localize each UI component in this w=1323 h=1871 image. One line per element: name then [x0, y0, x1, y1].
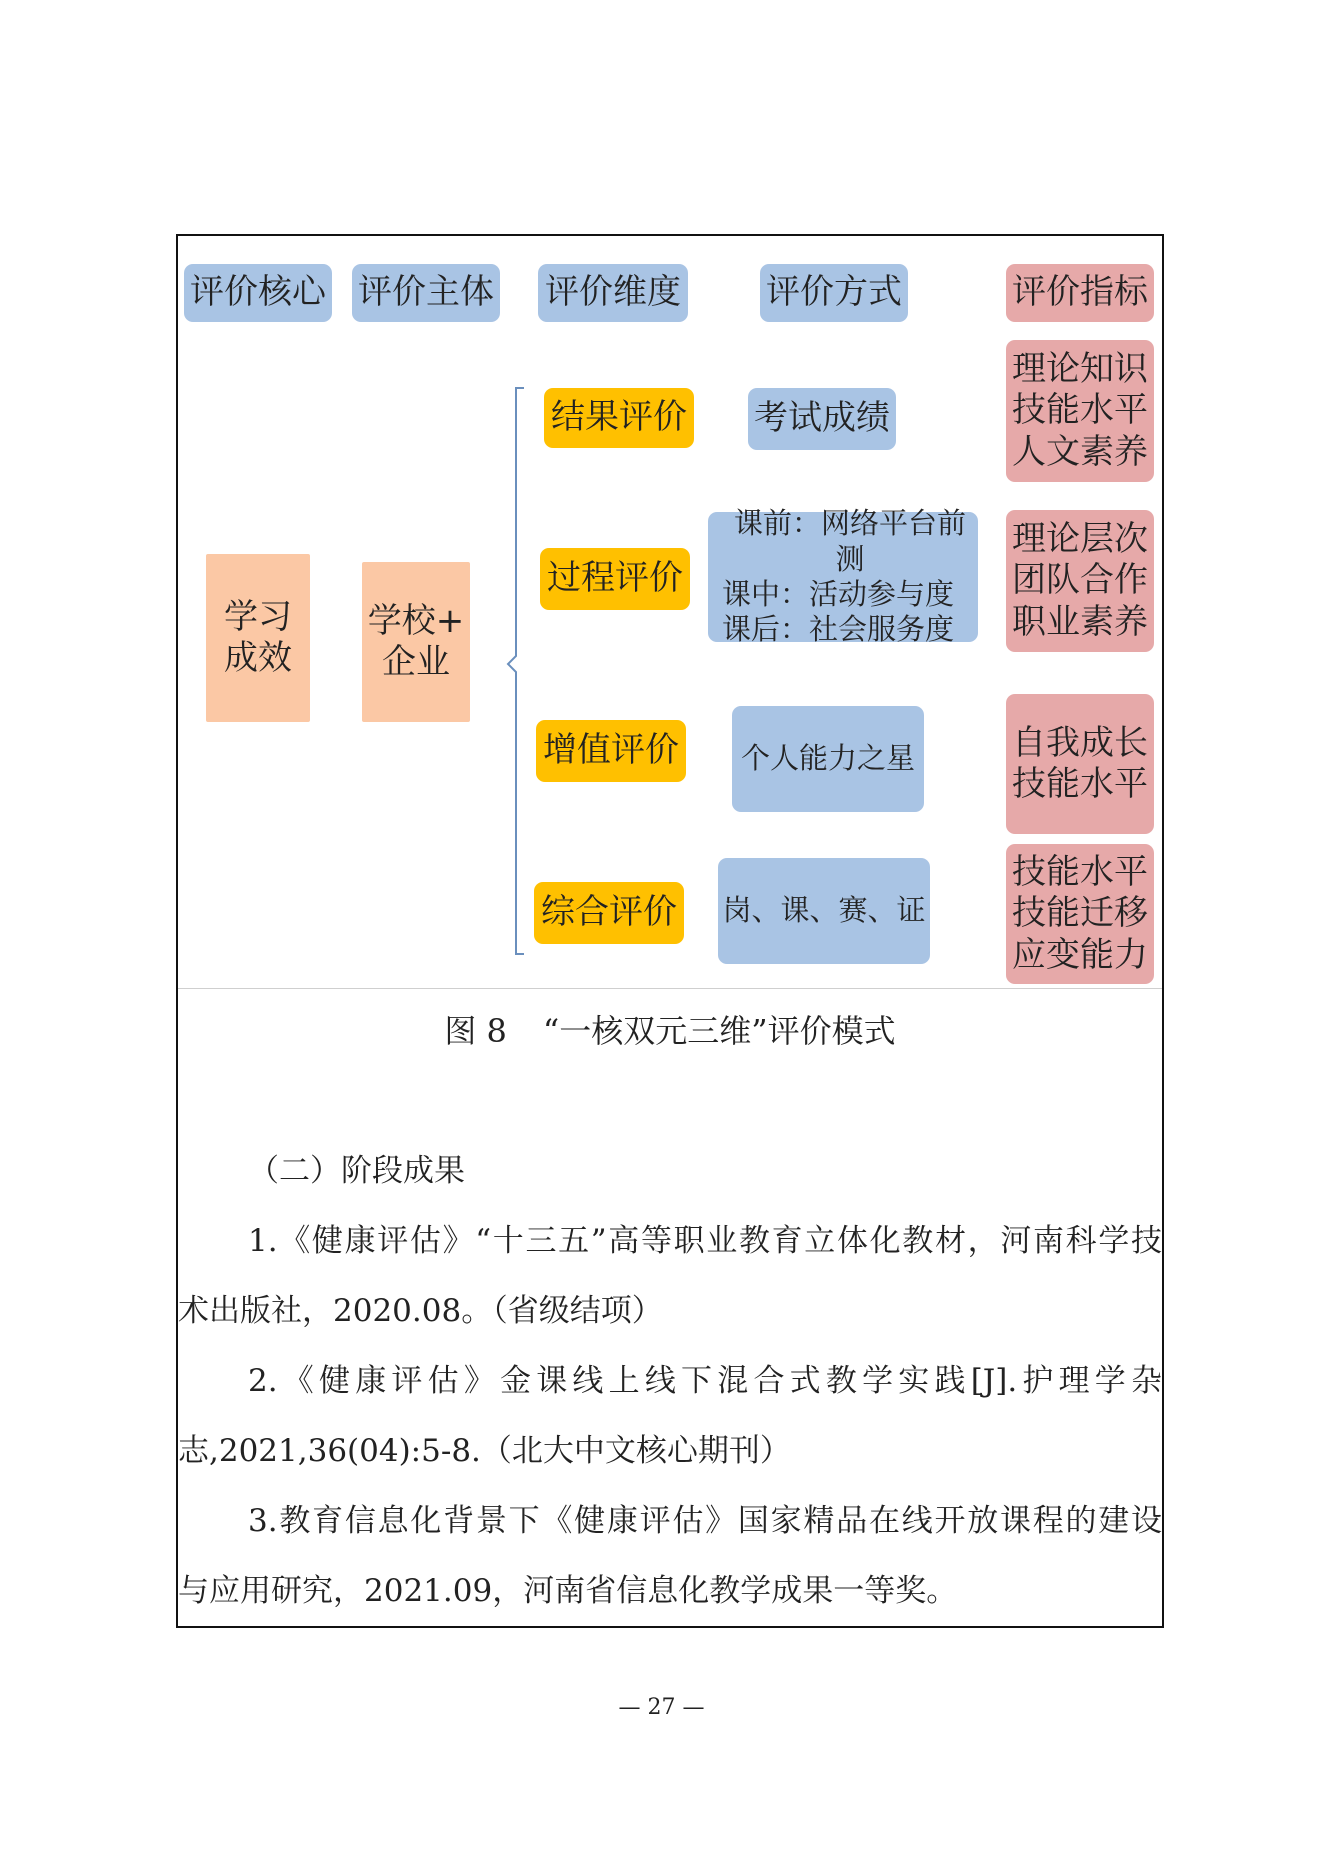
indicator-result	[1006, 340, 1154, 482]
indicator-comprehensive-3: 应变能力	[1012, 934, 1148, 975]
dimension-comprehensive: 综合评价	[534, 882, 684, 944]
header-evaluation-subject: 评价主体	[352, 264, 500, 322]
figure-caption	[178, 1006, 1162, 1052]
dimension-process: 过程评价	[540, 548, 690, 610]
indicator-value-added-1: 自我成长	[1012, 722, 1148, 763]
diagram-divider	[178, 988, 1162, 989]
section-title: （二）阶段成果	[248, 1153, 465, 1189]
indicator-process-1: 理论层次	[1012, 518, 1148, 559]
item-2-line-2: 志,2021,36(04):5-8.（北大中文核心期刊）	[178, 1433, 791, 1469]
indicator-comprehensive-2: 技能迁移	[1012, 893, 1148, 934]
evaluation-model-diagram	[178, 236, 1162, 988]
indicator-value-added-2: 技能水平	[1012, 764, 1148, 804]
achievements-section	[178, 1136, 1162, 1626]
indicator-result-3: 人文素养	[1012, 431, 1148, 472]
method-ability-star: 个人能力之星	[732, 706, 924, 812]
indicator-result-2: 技能水平	[1012, 390, 1148, 431]
core-box	[206, 554, 310, 722]
indicator-comprehensive	[1006, 844, 1154, 984]
subject-line-1: 学校+	[367, 600, 465, 641]
figure-number: 图 8	[444, 1012, 507, 1050]
subject-line-2: 企业	[382, 642, 450, 682]
item-2-line-1: 2.《健康评估》金课线上线下混合式教学实践[J].护理学杂	[248, 1363, 1162, 1399]
indicator-comprehensive-1: 技能水平	[1012, 851, 1148, 892]
content-frame	[176, 234, 1164, 1628]
indicator-result-1: 理论知识	[1012, 348, 1148, 389]
method-process-during: 课中：活动参与度	[722, 577, 955, 611]
indicator-process-3: 职业素养	[1012, 601, 1148, 642]
header-evaluation-method: 评价方式	[760, 264, 908, 322]
page-number: — 27 —	[618, 1695, 705, 1720]
header-evaluation-dimension: 评价维度	[538, 264, 688, 322]
item-1-line-2: 术出版社，2020.08。（省级结项）	[178, 1293, 663, 1329]
method-exam-score: 考试成绩	[748, 388, 896, 450]
dimension-result: 结果评价	[544, 388, 694, 448]
dimension-value-added: 增值评价	[536, 720, 686, 782]
method-process-after: 课后：社会服务度	[722, 612, 955, 647]
header-evaluation-indicator: 评价指标	[1006, 264, 1154, 322]
header-evaluation-core: 评价核心	[184, 264, 332, 322]
item-1-line-1: 1.《健康评估》“十三五”高等职业教育立体化教材，河南科学技	[248, 1223, 1162, 1259]
item-3-line-1: 3.教育信息化背景下《健康评估》国家精品在线开放课程的建设	[248, 1503, 1162, 1539]
method-process-before: 课前：网络平台前测	[733, 506, 966, 576]
method-post-course-contest-cert: 岗、课、赛、证	[718, 858, 930, 964]
method-process-list	[708, 506, 978, 647]
figure-title: “一核双元三维”评价模式	[542, 1012, 896, 1050]
item-3-line-2: 与应用研究，2021.09，河南省信息化教学成果一等奖。	[178, 1573, 958, 1609]
core-line-2: 成效	[224, 638, 292, 678]
indicator-process	[1006, 510, 1154, 652]
subject-box	[362, 562, 470, 722]
indicator-value-added	[1006, 694, 1154, 834]
core-line-1: 学习	[224, 596, 292, 637]
bracket-connector	[504, 386, 534, 956]
indicator-process-2: 团队合作	[1012, 560, 1148, 601]
